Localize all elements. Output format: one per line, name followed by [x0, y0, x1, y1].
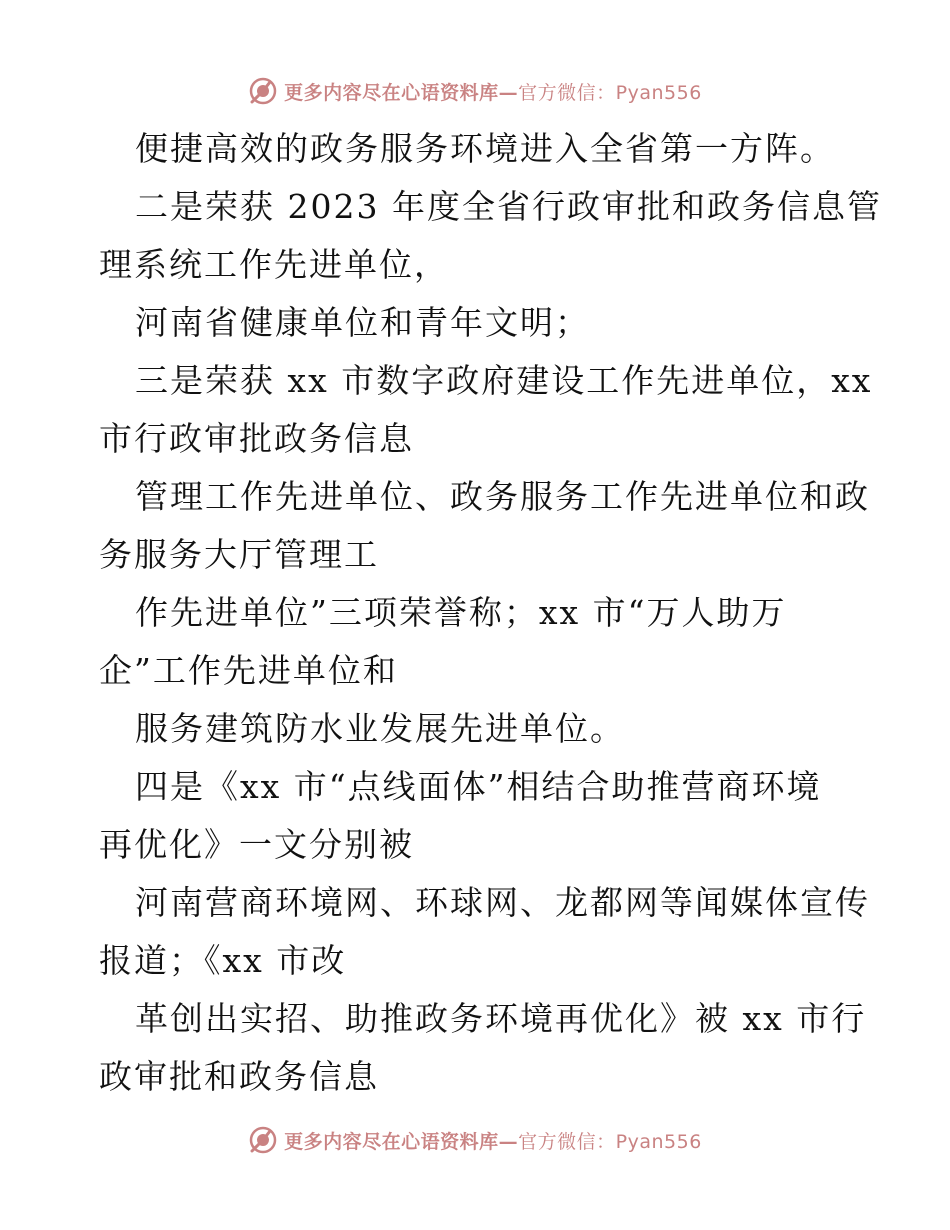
document-body: [99, 120, 882, 1106]
paragraph-line: 管理工作先进单位、政务服务工作先进单位和政: [135, 477, 870, 516]
footer-banner: [0, 1120, 950, 1160]
paragraph-line: 便捷高效的政务服务环境进入全省第一方阵。: [135, 129, 835, 168]
paragraph-line: 河南省健康单位和青年文明；: [135, 303, 590, 342]
paragraph-line: 二是荣获 2023 年度全省行政审批和政务信息管: [135, 187, 882, 226]
paragraph-line: 市行政审批政务信息: [99, 419, 414, 458]
paragraph-line: 四是《xx 市“点线面体”相结合助推营商环境: [135, 767, 822, 806]
paragraph-line: 河南营商环境网、环球网、龙都网等闻媒体宣传: [135, 883, 870, 922]
paragraph-line: 作先进单位”三项荣誉称；xx 市“万人助万: [135, 593, 787, 632]
paragraph-line: 三是荣获 xx 市数字政府建设工作先进单位，xx: [135, 361, 873, 400]
paragraph-line: 革创出实招、助推政务环境再优化》被 xx 市行: [135, 999, 867, 1038]
pen-logo-icon: [248, 76, 278, 106]
footer-slogan: 更多内容尽在心语资料库—官方微信：Pyan556: [284, 1130, 702, 1153]
paragraph-line: 政审批和政务信息: [99, 1057, 379, 1096]
header-banner: [0, 71, 950, 111]
footer-wechat: 官方微信：Pyan556: [518, 1130, 702, 1153]
paragraph-line: 务服务大厅管理工: [99, 535, 379, 574]
paragraph-line: 再优化》一文分别被: [99, 825, 414, 864]
paragraph-line: 理系统工作先进单位，: [99, 245, 449, 284]
header-slogan: 更多内容尽在心语资料库—官方微信：Pyan556: [284, 81, 702, 104]
paragraph-line: 企”工作先进单位和: [99, 651, 398, 690]
header-wechat: 官方微信：Pyan556: [518, 81, 702, 104]
paragraph-line: 报道；《xx 市改: [99, 941, 347, 980]
paragraph-line: 服务建筑防水业发展先进单位。: [135, 709, 625, 748]
pen-logo-icon: [248, 1125, 278, 1155]
